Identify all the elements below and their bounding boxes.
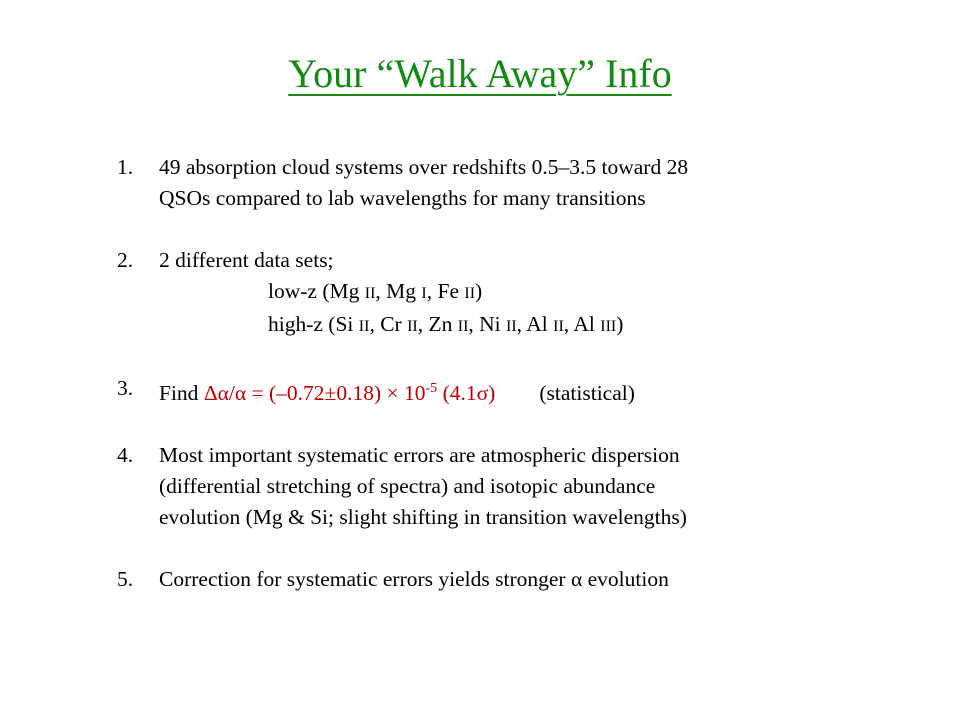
- ionization-state: II: [358, 318, 370, 335]
- ionization-state: III: [600, 318, 617, 335]
- list-item-2: [117, 245, 937, 342]
- item-4-line-1: Most important systematic errors are atmospheric dispersion: [159, 443, 680, 468]
- list-item-3: [117, 373, 937, 409]
- separator: ,: [417, 312, 429, 336]
- element: Al: [526, 312, 554, 336]
- item-number: 3.: [117, 376, 134, 400]
- separator: ,: [468, 312, 480, 336]
- item-number: 1.: [117, 155, 134, 179]
- low-z-label: low-z (: [268, 279, 330, 303]
- high-z-data-set: [159, 309, 937, 342]
- item-3-line-1: [159, 373, 937, 409]
- ionization-state: II: [553, 318, 564, 335]
- slide-title: Your “Walk Away” Info: [288, 51, 672, 96]
- list-item-5: [117, 564, 937, 595]
- ionization-state: II: [464, 285, 476, 302]
- element: Al: [573, 312, 601, 336]
- low-z-data-set: [159, 276, 937, 309]
- item-number: 2.: [117, 248, 134, 272]
- close-paren: ): [616, 312, 624, 336]
- list-item-4: [117, 440, 937, 533]
- element: Mg: [386, 279, 422, 303]
- formula-exponent: -5: [425, 381, 438, 396]
- separator: ,: [369, 312, 381, 336]
- list-item-1: [117, 152, 937, 214]
- high-z-label: high-z (: [268, 312, 336, 336]
- item-4-line-3: evolution (Mg & Si; slight shifting in transition wavelengths): [159, 505, 687, 530]
- significance: (4.1σ): [437, 381, 496, 406]
- item-2-line-1: 2 different data sets;: [159, 248, 334, 272]
- item-number: 4.: [117, 443, 134, 468]
- item-1-line-1: 49 absorption cloud systems over redshifts 0.5–3.5 toward 28: [159, 155, 689, 179]
- close-paren: ): [475, 279, 483, 303]
- ionization-state: II: [506, 318, 517, 335]
- element: Mg: [329, 279, 365, 303]
- ionization-state: II: [457, 318, 469, 335]
- separator: ,: [426, 279, 438, 303]
- element: Ni: [479, 312, 507, 336]
- ionization-state: I: [421, 285, 427, 302]
- numbered-list: [117, 152, 937, 626]
- item-1-line-2: QSOs compared to lab wavelengths for many transitions: [159, 186, 646, 210]
- ionization-state: II: [407, 318, 418, 335]
- element: Si: [335, 312, 359, 336]
- element: Fe: [437, 279, 465, 303]
- statistical-note: (statistical): [539, 381, 635, 406]
- alpha-symbol: α: [570, 567, 583, 592]
- element: Cr: [380, 312, 408, 336]
- alpha-variation-formula: Δα/α = (–0.72±0.18) × 10: [203, 381, 426, 406]
- item-4-line-2: (differential stretching of spectra) and isotopic abundance: [159, 474, 656, 499]
- item-5-text: Correction for systematic errors yields stronger: [159, 567, 571, 592]
- separator: ,: [563, 312, 574, 336]
- separator: ,: [375, 279, 387, 303]
- item-number: 5.: [117, 567, 134, 592]
- item-5-line-1: [159, 564, 937, 595]
- find-label: Find: [159, 381, 204, 406]
- separator: ,: [516, 312, 527, 336]
- ionization-state: II: [364, 285, 376, 302]
- element: Zn: [428, 312, 458, 336]
- item-5-text-end: evolution: [582, 567, 669, 592]
